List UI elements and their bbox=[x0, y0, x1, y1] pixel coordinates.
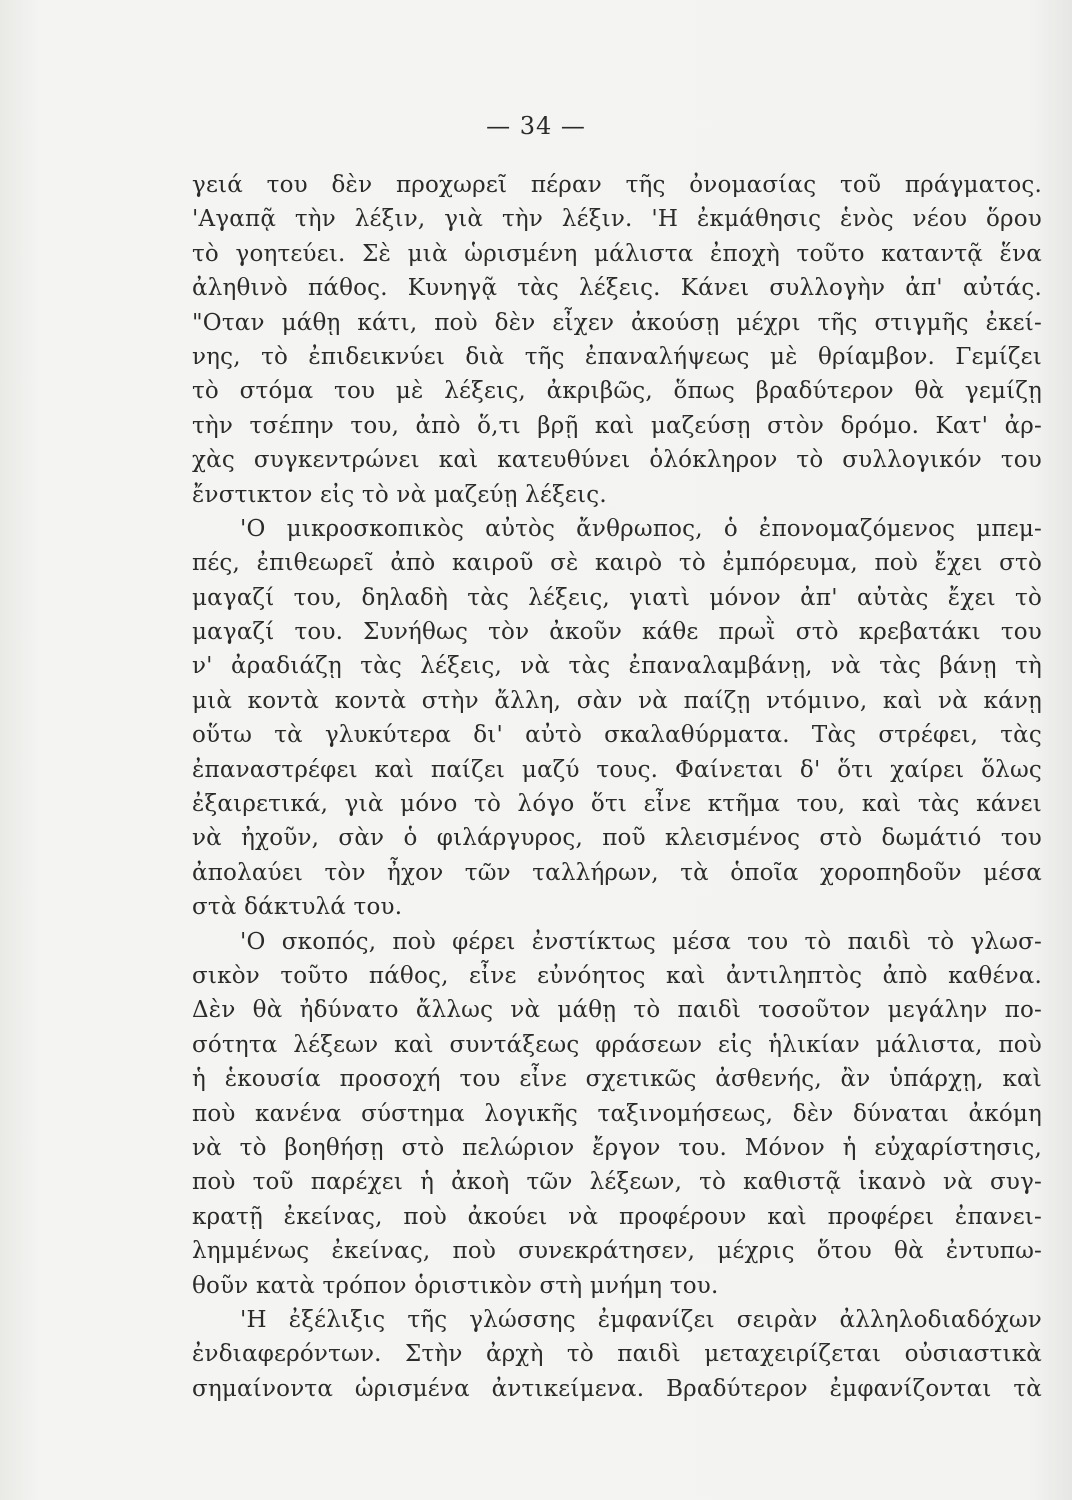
text-line: τὸ στόμα του μὲ λέξεις, ἀκριβῶς, ὅπως βραδύτερον θὰ γεμίζῃ bbox=[192, 378, 1042, 405]
text-line: ἔνστικτον εἰς τὸ νὰ μαζεύῃ λέξεις. bbox=[192, 481, 607, 508]
text-line: τὴν τσέπην του, ἀπὸ ὅ,τι βρῇ καὶ μαζεύσῃ στὸν δρόμο. Κατ' ἀρ- bbox=[192, 412, 1042, 439]
text-line: "Οταν μάθῃ κάτι, ποὺ δὲν εἶχεν ἀκούσῃ μέχρι τῆς στιγμῆς ἐκεί- bbox=[192, 309, 1042, 336]
text-line: πές, ἐπιθεωρεῖ ἀπὸ καιροῦ σὲ καιρὸ τὸ ἐμπόρευμα, ποὺ ἔχει στὸ bbox=[192, 550, 1042, 577]
text-line: οὕτω τὰ γλυκύτερα δι' αὐτὸ σκαλαθύρματα. Τὰς στρέφει, τὰς bbox=[192, 722, 1042, 749]
text-line: ἡ ἑκουσία προσοχή του εἶνε σχετικῶς ἀσθενής, ἂν ὑπάρχῃ, καὶ bbox=[192, 1066, 1042, 1093]
text-line: ν' ἀραδιάζῃ τὰς λέξεις, νὰ τὰς ἐπαναλαμβάνῃ, νὰ τὰς βάνῃ τὴ bbox=[192, 653, 1042, 680]
text-line: μαγαζί του. Συνήθως τὸν ἀκοῦν κάθε πρωῒ στὸ κρεβατάκι του bbox=[192, 619, 1042, 646]
text-line: σημαίνοντα ὡρισμένα ἀντικείμενα. Βραδύτερον ἐμφανίζονται τὰ bbox=[192, 1375, 1042, 1402]
body-text bbox=[192, 168, 1042, 1406]
text-line: ποὺ τοῦ παρέχει ἡ ἀκοὴ τῶν λέξεων, τὸ καθιστᾷ ἱκανὸ νὰ συγ- bbox=[192, 1169, 1042, 1196]
text-line: σότητα λέξεων καὶ συντάξεως φράσεων εἰς ἡλικίαν μάλιστα, ποὺ bbox=[192, 1031, 1042, 1058]
text-line: κρατῇ ἐκείνας, ποὺ ἀκούει νὰ προφέρουν καὶ προφέρει ἐπανει- bbox=[192, 1203, 1042, 1230]
text-line: θοῦν κατὰ τρόπον ὁριστικὸν στὴ μνήμη του. bbox=[192, 1272, 719, 1299]
paragraph-start-line: 'Η ἐξέλιξις τῆς γλώσσης ἐμφανίζει σειρὰν ἀλληλοδιαδόχων bbox=[240, 1306, 1042, 1333]
text-line: νης, τὸ ἐπιδεικνύει διὰ τῆς ἐπαναλήψεως μὲ θρίαμβον. Γεμίζει bbox=[192, 343, 1042, 370]
text-line: στὰ δάκτυλά του. bbox=[192, 894, 403, 921]
text-line: λημμένως ἐκείνας, ποὺ συνεκράτησεν, μέχρις ὅτου θὰ ἐντυπω- bbox=[192, 1238, 1042, 1265]
text-line: μαγαζί του, δηλαδὴ τὰς λέξεις, γιατὶ μόνον ἀπ' αὐτὰς ἔχει τὸ bbox=[192, 584, 1042, 611]
text-line: ἐξαιρετικά, γιὰ μόνο τὸ λόγο ὅτι εἶνε κτῆμα του, καὶ τὰς κάνει bbox=[192, 791, 1042, 818]
text-line: χὰς συγκεντρώνει καὶ κατευθύνει ὁλόκληρον τὸ συλλογικόν του bbox=[192, 447, 1042, 474]
page-number: — 34 — bbox=[486, 112, 586, 140]
paragraph-start-line: 'Ο μικροσκοπικὸς αὐτὸς ἄνθρωπος, ὁ ἐπονομαζόμενος μπεμ- bbox=[240, 515, 1042, 542]
text-line: Δὲν θὰ ἠδύνατο ἄλλως νὰ μάθῃ τὸ παιδὶ τοσοῦτον μεγάλην πο- bbox=[192, 997, 1042, 1024]
text-line: γειά του δὲν προχωρεῖ πέραν τῆς ὀνομασίας τοῦ πράγματος. bbox=[192, 172, 1042, 198]
text-line: σικὸν τοῦτο πάθος, εἶνε εὐνόητος καὶ ἀντιληπτὸς ἀπὸ καθένα. bbox=[192, 962, 1042, 989]
text-line: ποὺ κανένα σύστημα λογικῆς ταξινομήσεως, δὲν δύναται ἀκόμη bbox=[192, 1100, 1042, 1127]
text-line: μιὰ κοντὰ κοντὰ στὴν ἄλλη, σὰν νὰ παίζῃ ντόμινο, καὶ νὰ κάνῃ bbox=[192, 687, 1042, 714]
text-line: ἀπολαύει τὸν ἦχον τῶν ταλλήρων, τὰ ὁποῖα χοροπηδοῦν μέσα bbox=[192, 859, 1042, 886]
text-line: τὸ γοητεύει. Σὲ μιὰ ὡρισμένη μάλιστα ἐποχὴ τοῦτο καταντᾷ ἕνα bbox=[192, 240, 1042, 267]
text-line: ἐπαναστρέφει καὶ παίζει μαζύ τους. Φαίνεται δ' ὅτι χαίρει ὅλως bbox=[192, 756, 1042, 783]
text-line: ἐνδιαφερόντων. Στὴν ἀρχὴ τὸ παιδὶ μεταχειρίζεται οὐσιαστικὰ bbox=[192, 1341, 1042, 1368]
text-line: νὰ τὸ βοηθήσῃ στὸ πελώριον ἔργον του. Μόνον ἡ εὐχαρίστησις, bbox=[192, 1134, 1042, 1161]
paragraph-start-line: 'Ο σκοπός, ποὺ φέρει ἐνστίκτως μέσα του τὸ παιδὶ τὸ γλωσ- bbox=[240, 928, 1042, 955]
text-line: 'Αγαπᾷ τὴν λέξιν, γιὰ τὴν λέξιν. 'Η ἐκμάθησις ἑνὸς νέου ὅρου bbox=[192, 206, 1042, 233]
text-line: ἀληθινὸ πάθος. Κυνηγᾷ τὰς λέξεις. Κάνει συλλογὴν ἀπ' αὐτάς. bbox=[192, 275, 1042, 302]
text-line: νὰ ἠχοῦν, σὰν ὁ φιλάργυρος, ποῦ κλεισμένος στὸ δωμάτιό του bbox=[192, 825, 1042, 852]
